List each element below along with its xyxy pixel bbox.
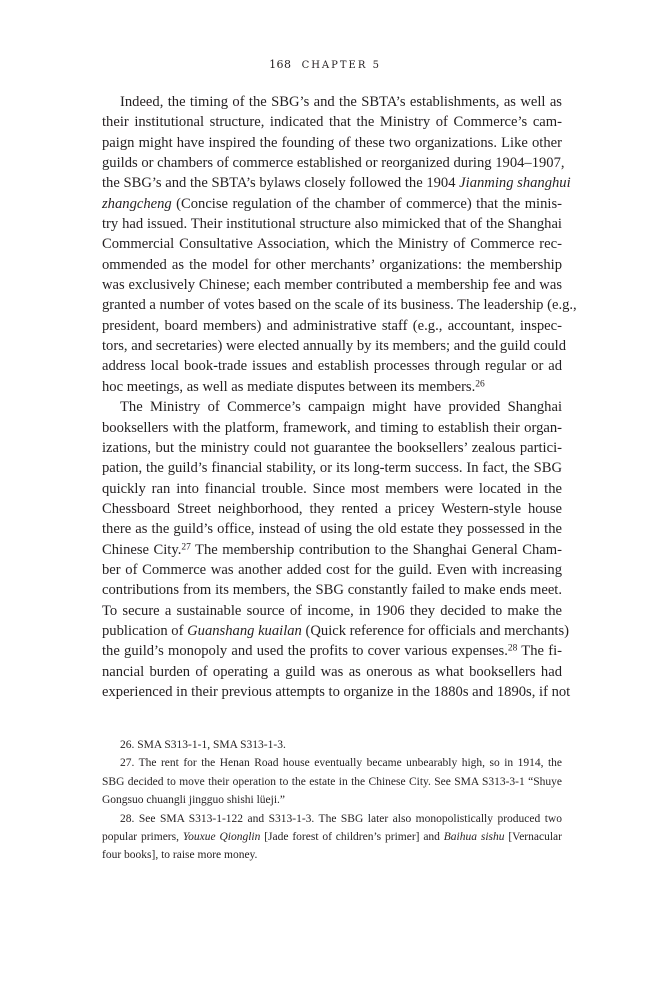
text-line — [102, 791, 562, 809]
text-run: [Vernacular — [504, 830, 562, 843]
chapter-label: CHAPTER 5 — [301, 60, 381, 71]
text-line — [102, 682, 571, 702]
text-line — [102, 499, 562, 519]
text-run: there as the guild’s office, instead of using the old estate they possessed in the — [102, 521, 562, 538]
text-run: The membership contribution to the Shanghai General Cham- — [190, 541, 562, 558]
text-run: contributions from its members, the SBG constantly failed to make ends meet. — [102, 582, 562, 599]
text-line — [102, 519, 562, 539]
text-line — [102, 397, 562, 417]
text-run: try had issued. Their institutional structure also mimicked that of the Shanghai — [102, 216, 562, 233]
text-run: publication of — [102, 622, 188, 639]
text-run: their institutional structure, indicated that the Ministry of Commerce’s cam- — [102, 114, 562, 131]
text-line — [102, 255, 562, 275]
paragraph — [102, 92, 577, 397]
text-run: popular primers, — [102, 830, 183, 843]
page-number: 168 — [269, 58, 292, 71]
text-line — [102, 336, 566, 356]
text-run: Indeed, the timing of the SBG’s and the SBTA’s establishments, as well as — [120, 94, 562, 110]
text-run: four books], to raise more money. — [102, 849, 258, 862]
text-run: Commercial Consultative Association, which the Ministry of Commerce rec- — [102, 236, 562, 253]
text-run: ber of Commerce was another added cost for the guild. Even with increasing — [102, 561, 562, 578]
footnote-ref: 28 — [507, 644, 518, 655]
text-line — [102, 173, 571, 193]
footnote — [102, 810, 562, 865]
text-line — [102, 736, 562, 754]
text-line — [102, 580, 562, 600]
running-head — [0, 58, 650, 71]
text-line — [102, 601, 562, 621]
text-run: tors, and secretaries) were elected annually by its members; and the guild could — [102, 338, 566, 355]
text-run: guilds or chambers of commerce established or reorganized during 1904–1907, — [102, 155, 565, 172]
text-run: 26. SMA S313-1-1, SMA S313-1-3. — [120, 739, 286, 751]
text-run: ommended as the model for other merchants’ organizations: the membership — [102, 256, 562, 273]
text-line — [102, 540, 562, 560]
paragraph — [102, 397, 571, 702]
text-run: hoc meetings, as well as mediate disputes between its members. — [102, 378, 476, 395]
text-line — [102, 153, 565, 173]
italic-text: Guanshang kuailan — [187, 622, 302, 639]
text-line — [102, 234, 562, 254]
text-line — [102, 295, 577, 315]
text-run: SBG decided to move their operation to the estate in the Chinese City. See SMA S313-3-1 “Shuye — [102, 775, 562, 788]
text-run: 28. See SMA S313-1-122 and S313-1-3. The SBG later also monopolistically produced two — [120, 812, 562, 825]
text-line — [102, 641, 562, 661]
text-run: the guild’s monopoly and used the profits to cover various expenses. — [102, 643, 508, 660]
text-line — [102, 316, 562, 336]
text-line — [102, 846, 562, 864]
text-run: (Concise regulation of the chamber of commerce) that the minis- — [171, 195, 562, 212]
text-run: address local book-trade issues and establish processes through regular or ad — [102, 358, 562, 375]
text-line — [102, 275, 562, 295]
text-run: experienced in their previous attempts to organize in the 1880s and 1890s, if not — [102, 683, 571, 700]
text-line — [102, 773, 562, 791]
text-run: was exclusively Chinese; each member contributed a membership fee and was — [102, 277, 562, 294]
footnote-ref: 26 — [475, 379, 485, 390]
text-run: izations, but the ministry could not guarantee the booksellers’ zealous partici- — [102, 439, 562, 456]
text-run: [Jade forest of children’s primer] and — [260, 830, 444, 843]
text-run: Chessboard Street neighborhood, they rented a pricey Western-style house — [102, 500, 562, 517]
text-line — [102, 560, 562, 580]
text-line — [102, 377, 562, 397]
text-line — [102, 112, 562, 132]
text-run: granted a number of votes based on the scale of its business. The leadership (e.g., — [102, 297, 577, 314]
text-line — [102, 356, 562, 376]
text-line — [102, 418, 562, 438]
text-run: 27. The rent for the Henan Road house eventually became unbearably high, so in 1914, the — [120, 757, 562, 770]
footnote — [102, 754, 562, 809]
text-line — [102, 754, 562, 772]
text-line — [102, 458, 562, 478]
text-line — [102, 133, 562, 153]
body-text — [102, 92, 577, 702]
text-run: president, board members) and administrative staff (e.g., accountant, inspec- — [102, 317, 562, 334]
text-run: Gongsuo chuangli jingguo shishi lüeji.” — [102, 794, 286, 807]
text-line — [102, 662, 562, 682]
text-line — [102, 194, 562, 214]
text-run: (Quick reference for officials and merchants) — [301, 622, 570, 639]
text-line — [102, 92, 562, 112]
text-line — [102, 214, 562, 234]
text-run: The fi- — [517, 643, 563, 660]
text-line — [102, 438, 562, 458]
text-run: Chinese City. — [102, 541, 182, 558]
text-run: To secure a sustainable source of income, in 1906 they decided to make the — [102, 602, 562, 619]
text-line — [102, 828, 562, 846]
text-run: paign might have inspired the founding of these two organizations. Like other — [102, 134, 562, 151]
italic-text: Jianming shanghui — [459, 175, 571, 192]
text-line — [102, 810, 562, 828]
text-run: pation, the guild’s financial stability, or its long-term success. In fact, the SBG — [102, 460, 562, 477]
text-run: quickly ran into financial trouble. Since most members were located in the — [102, 480, 562, 497]
text-run: the SBG’s and the SBTA’s bylaws closely followed the 1904 — [102, 175, 460, 192]
text-run: booksellers with the platform, framework, and timing to establish their organ- — [102, 419, 562, 436]
text-line — [102, 479, 562, 499]
italic-text: zhangcheng — [102, 195, 172, 212]
italic-text: Baihua sishu — [443, 830, 505, 843]
text-run: nancial burden of operating a guild was as onerous as what booksellers had — [102, 663, 562, 680]
text-run: The Ministry of Commerce’s campaign might have provided Shanghai — [120, 399, 562, 416]
footnotes — [102, 736, 562, 865]
footnote-ref: 27 — [181, 542, 191, 553]
footnote — [102, 736, 562, 754]
text-line — [102, 621, 570, 641]
italic-text: Youxue Qionglin — [182, 830, 261, 843]
